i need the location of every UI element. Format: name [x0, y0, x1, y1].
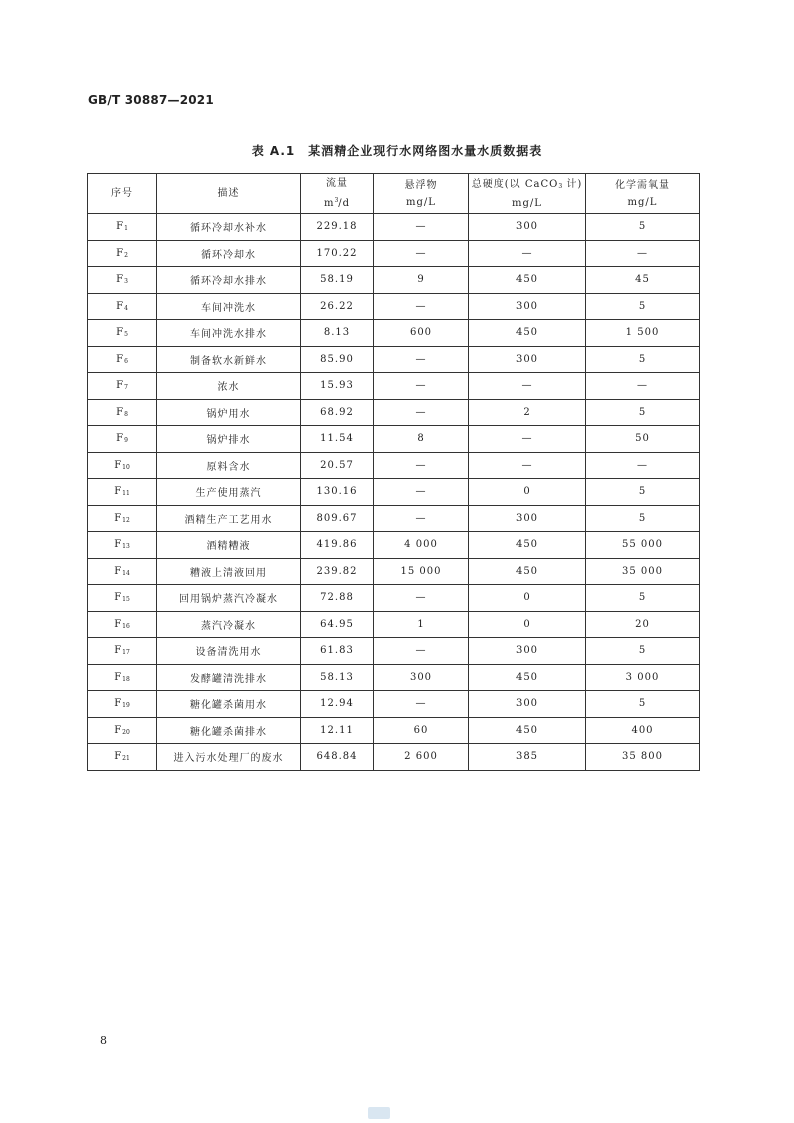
row-cod: 45: [586, 267, 700, 294]
row-total-hardness: 2: [469, 399, 586, 426]
row-description: 锅炉排水: [157, 426, 301, 453]
table-row: [88, 585, 700, 612]
row-flow: 26.22: [301, 293, 374, 320]
row-description: 锅炉用水: [157, 399, 301, 426]
row-cod: 35 000: [586, 558, 700, 585]
row-flow: 15.93: [301, 373, 374, 400]
row-flow: 12.94: [301, 691, 374, 718]
table-title: 表 A.1 某酒精企业现行水网络图水量水质数据表: [251, 144, 543, 158]
table-row: [88, 744, 700, 771]
row-id: F19: [88, 691, 157, 718]
row-suspended-solids: 1: [374, 611, 469, 638]
row-cod: 5: [586, 293, 700, 320]
row-id: F14: [88, 558, 157, 585]
row-suspended-solids: —: [374, 346, 469, 373]
row-suspended-solids: —: [374, 505, 469, 532]
row-id: F3: [88, 267, 157, 294]
row-cod: 5: [586, 214, 700, 241]
row-flow: 85.90: [301, 346, 374, 373]
row-suspended-solids: 8: [374, 426, 469, 453]
row-description: 回用锅炉蒸汽冷凝水: [157, 585, 301, 612]
header-flow: 流量 $m^3/d$: [301, 174, 374, 214]
header-suspended-solids: 悬浮物 mg/L: [374, 174, 469, 214]
row-suspended-solids: —: [374, 585, 469, 612]
row-total-hardness: 0: [469, 611, 586, 638]
row-suspended-solids: —: [374, 479, 469, 506]
row-id: F5: [88, 320, 157, 347]
row-description: 浓水: [157, 373, 301, 400]
row-total-hardness: 300: [469, 346, 586, 373]
standard-code: GB/T 30887—2021: [88, 93, 214, 107]
row-cod: 1 500: [586, 320, 700, 347]
row-cod: 5: [586, 505, 700, 532]
row-total-hardness: 300: [469, 691, 586, 718]
table-row: [88, 452, 700, 479]
row-total-hardness: 385: [469, 744, 586, 771]
row-id: F20: [88, 717, 157, 744]
page-number: 8: [100, 1034, 107, 1047]
row-total-hardness: 300: [469, 214, 586, 241]
row-description: 进入污水处理厂的废水: [157, 744, 301, 771]
row-flow: 64.95: [301, 611, 374, 638]
row-id: F18: [88, 664, 157, 691]
row-cod: 5: [586, 585, 700, 612]
row-suspended-solids: —: [374, 638, 469, 665]
row-cod: 50: [586, 426, 700, 453]
table-row: [88, 373, 700, 400]
row-total-hardness: 450: [469, 532, 586, 559]
watermark-logo: [368, 1107, 390, 1119]
row-id: F10: [88, 452, 157, 479]
row-suspended-solids: —: [374, 214, 469, 241]
row-id: F15: [88, 585, 157, 612]
row-description: 循环冷却水: [157, 240, 301, 267]
row-flow: 58.19: [301, 267, 374, 294]
row-flow: 68.92: [301, 399, 374, 426]
row-flow: 20.57: [301, 452, 374, 479]
row-id: F1: [88, 214, 157, 241]
row-cod: 5: [586, 691, 700, 718]
row-flow: 58.13: [301, 664, 374, 691]
row-cod: 5: [586, 638, 700, 665]
row-description: 糖化罐杀菌用水: [157, 691, 301, 718]
row-suspended-solids: —: [374, 452, 469, 479]
row-flow: 11.54: [301, 426, 374, 453]
row-suspended-solids: 60: [374, 717, 469, 744]
row-suspended-solids: —: [374, 293, 469, 320]
table-row: [88, 717, 700, 744]
row-cod: 3 000: [586, 664, 700, 691]
table-row: [88, 558, 700, 585]
row-suspended-solids: 600: [374, 320, 469, 347]
row-cod: 5: [586, 346, 700, 373]
row-description: 酒精生产工艺用水: [157, 505, 301, 532]
row-cod: —: [586, 452, 700, 479]
table-row: [88, 267, 700, 294]
table-row: [88, 346, 700, 373]
row-description: 车间冲洗水排水: [157, 320, 301, 347]
row-flow: 229.18: [301, 214, 374, 241]
row-flow: 170.22: [301, 240, 374, 267]
row-description: 发酵罐清洗排水: [157, 664, 301, 691]
row-total-hardness: 0: [469, 585, 586, 612]
table-row: [88, 214, 700, 241]
row-flow: 648.84: [301, 744, 374, 771]
table-row: [88, 691, 700, 718]
row-id: F8: [88, 399, 157, 426]
table-row: [88, 293, 700, 320]
row-flow: 130.16: [301, 479, 374, 506]
table-row: [88, 240, 700, 267]
row-suspended-solids: 300: [374, 664, 469, 691]
table-row: [88, 664, 700, 691]
row-total-hardness: 0: [469, 479, 586, 506]
row-total-hardness: —: [469, 240, 586, 267]
row-description: 糟液上清液回用: [157, 558, 301, 585]
row-description: 酒精糟液: [157, 532, 301, 559]
row-id: F2: [88, 240, 157, 267]
row-total-hardness: 450: [469, 664, 586, 691]
row-flow: 419.86: [301, 532, 374, 559]
row-id: F12: [88, 505, 157, 532]
row-total-hardness: 450: [469, 717, 586, 744]
table-header-row: [88, 174, 700, 214]
row-suspended-solids: 15 000: [374, 558, 469, 585]
row-id: F6: [88, 346, 157, 373]
row-suspended-solids: 4 000: [374, 532, 469, 559]
row-flow: 239.82: [301, 558, 374, 585]
row-total-hardness: 300: [469, 638, 586, 665]
row-cod: 5: [586, 399, 700, 426]
row-total-hardness: 450: [469, 320, 586, 347]
row-total-hardness: —: [469, 426, 586, 453]
row-description: 糖化罐杀菌排水: [157, 717, 301, 744]
row-cod: 5: [586, 479, 700, 506]
row-cod: —: [586, 240, 700, 267]
row-flow: 61.83: [301, 638, 374, 665]
row-flow: 72.88: [301, 585, 374, 612]
row-description: 蒸汽冷凝水: [157, 611, 301, 638]
table-row: [88, 532, 700, 559]
row-id: F13: [88, 532, 157, 559]
row-id: F7: [88, 373, 157, 400]
table-row: [88, 479, 700, 506]
row-description: 原料含水: [157, 452, 301, 479]
row-flow: 809.67: [301, 505, 374, 532]
row-description: 车间冲洗水: [157, 293, 301, 320]
row-cod: 55 000: [586, 532, 700, 559]
row-id: F16: [88, 611, 157, 638]
table-row: [88, 399, 700, 426]
header-description: 描述: [157, 174, 301, 214]
table-row: [88, 320, 700, 347]
row-total-hardness: 300: [469, 505, 586, 532]
table-row: [88, 426, 700, 453]
table-row: [88, 505, 700, 532]
row-total-hardness: 450: [469, 267, 586, 294]
water-quality-table: [87, 173, 700, 771]
row-id: F9: [88, 426, 157, 453]
table-row: [88, 638, 700, 665]
table-row: [88, 611, 700, 638]
row-id: F11: [88, 479, 157, 506]
row-cod: 20: [586, 611, 700, 638]
row-suspended-solids: 9: [374, 267, 469, 294]
row-suspended-solids: —: [374, 399, 469, 426]
row-suspended-solids: —: [374, 691, 469, 718]
row-id: F17: [88, 638, 157, 665]
row-description: 设备清洗用水: [157, 638, 301, 665]
row-cod: 400: [586, 717, 700, 744]
row-id: F21: [88, 744, 157, 771]
row-suspended-solids: —: [374, 373, 469, 400]
row-id: F4: [88, 293, 157, 320]
row-suspended-solids: 2 600: [374, 744, 469, 771]
row-total-hardness: 300: [469, 293, 586, 320]
row-total-hardness: —: [469, 373, 586, 400]
row-description: 循环冷却水补水: [157, 214, 301, 241]
row-description: 生产使用蒸汽: [157, 479, 301, 506]
row-cod: 35 800: [586, 744, 700, 771]
row-cod: —: [586, 373, 700, 400]
row-description: 制备软水新鲜水: [157, 346, 301, 373]
header-id: 序号: [88, 174, 157, 214]
row-description: 循环冷却水排水: [157, 267, 301, 294]
row-flow: 8.13: [301, 320, 374, 347]
row-total-hardness: —: [469, 452, 586, 479]
row-suspended-solids: —: [374, 240, 469, 267]
header-total-hardness: 总硬度(以 CaCO3 计) mg/L: [469, 174, 586, 214]
row-total-hardness: 450: [469, 558, 586, 585]
row-flow: 12.11: [301, 717, 374, 744]
header-cod: 化学需氧量 mg/L: [586, 174, 700, 214]
